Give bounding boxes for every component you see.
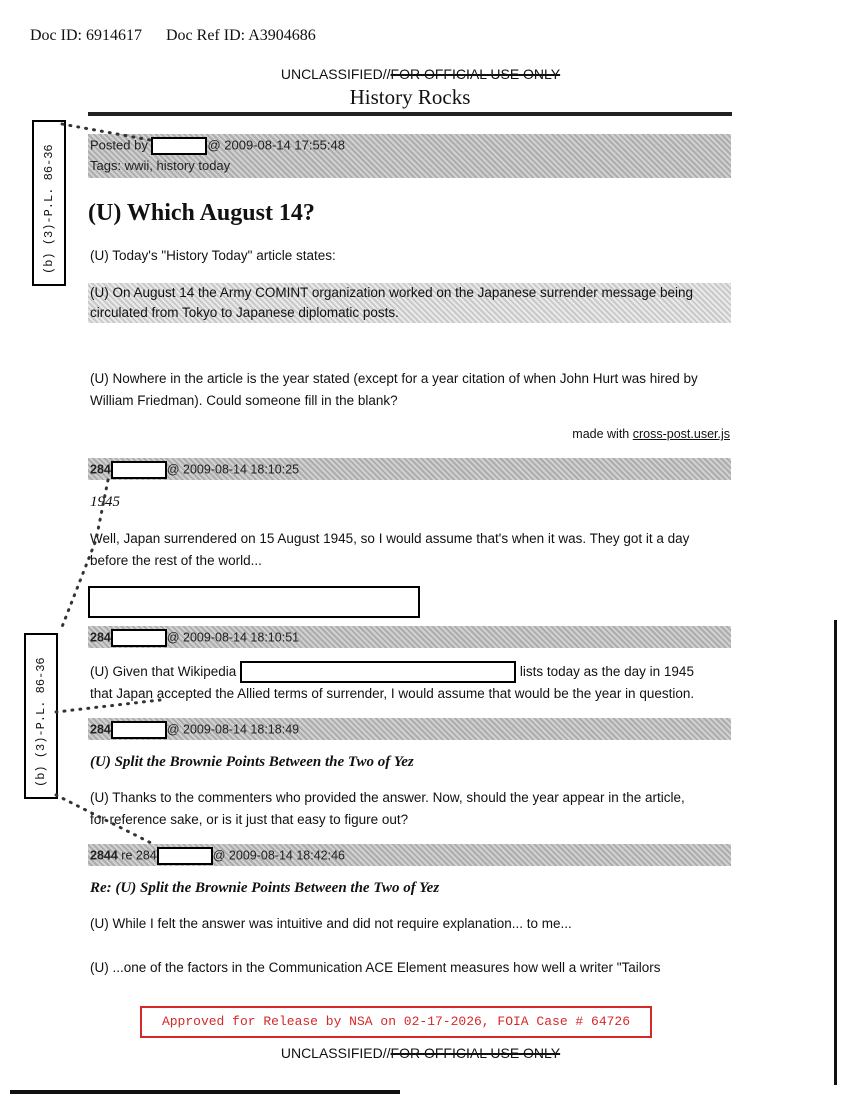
posted-time: @ 2009-08-14 17:55:48 [207,137,345,153]
made-with-text: made with [572,427,633,441]
post-title: (U) Which August 14? [88,200,315,226]
quote-line-1: (U) On August 14 the Army COMINT organization worked on the Japanese surrender message being [90,285,694,300]
connector-dots-middle [60,480,108,632]
classification-plain: UNCLASSIFIED// [280,66,391,82]
comment-2-line-2: that Japan accepted the Allied terms of surrender, I would assume that would be the year in question. [90,686,695,702]
comment-1-id: 284 [90,462,111,477]
cross-post-link[interactable]: cross-post.user.js [632,427,730,441]
comment-3-line-1: (U) Thanks to the commenters who provided the answer. Now, should the year appear in the article, [90,790,685,805]
comment-3-id: 284 [90,722,111,737]
comment-4-heading: Re: (U) Split the Brownie Points Between the Two of Yez [90,880,440,896]
quote-line-2: circulated from Tokyo to Japanese diplomatic posts. [90,305,399,320]
classification-plain: UNCLASSIFIED// [280,1045,391,1061]
comment-4-line-2: (U) ...one of the factors in the Communication ACE Element measures how well a writer "Tailors [90,960,661,975]
blog-title: History Rocks [349,85,471,109]
approval-stamp: Approved for Release by NSA on 02-17-2026, FOIA Case # 64726 [140,1006,652,1038]
paragraph-line-1: (U) Nowhere in the article is the year stated (except for a year citation of when John Hurt was hired by [90,371,698,386]
comment-3-heading: (U) Split the Brownie Points Between the Two of Yez [90,754,414,770]
comment-3-line-2: for reference sake, or is it just that easy to figure out? [90,812,409,827]
exemption-text-top: (b) (3)-P.L. 86-36 [42,144,56,274]
comment-3-time: @ 2009-08-14 18:18:49 [166,722,300,737]
comment-4-id: 2844 [90,848,118,863]
doc-ref-id-text: Doc Ref ID: A3904686 [165,27,316,44]
post-intro: (U) Today's "History Today" article states: [90,248,336,263]
bottom-classification [0,1045,841,1061]
comment-2-time: @ 2009-08-14 18:10:51 [166,630,300,645]
paragraph-line-2: William Friedman). Could someone fill in the blank? [90,393,398,408]
comment-2-line-1a: (U) Given that Wikipedia [90,664,237,679]
comment-2-id: 284 [90,630,111,645]
comment-1-time: @ 2009-08-14 18:10:25 [166,462,300,477]
classification-struck: FOR OFFICIAL USE ONLY [390,66,561,82]
classification-struck: FOR OFFICIAL USE ONLY [390,1045,561,1061]
connector-dots-top [62,124,150,140]
post-tags: Tags: wwii, history today [90,158,231,173]
posted-by-label: Posted by [90,137,148,153]
connector-dots-bottom-2 [56,795,155,845]
comment-2-line-1b: lists today as the day in 1945 [519,664,694,679]
comment-4-time: @ 2009-08-14 18:42:46 [212,848,345,863]
comment-4-re: re 284 [121,848,157,863]
comment-1-line-2: before the rest of the world... [90,553,262,568]
scan-edge-right [834,620,837,1085]
comment-1-heading: 1945 [90,494,120,510]
scan-edge-bottom [10,1090,400,1094]
connector-dots-bottom-1 [56,700,160,712]
comment-1-line-1: Well, Japan surrendered on 15 August 1945, so I would assume that's when it was. They got it a day [90,531,690,546]
doc-id-text: Doc ID: 6914617 [30,27,142,44]
comment-4-line-1: (U) While I felt the answer was intuitive and did not require explanation... to me... [90,916,572,931]
exemption-text-bottom: (b) (3)-P.L. 86-36 [34,657,48,787]
